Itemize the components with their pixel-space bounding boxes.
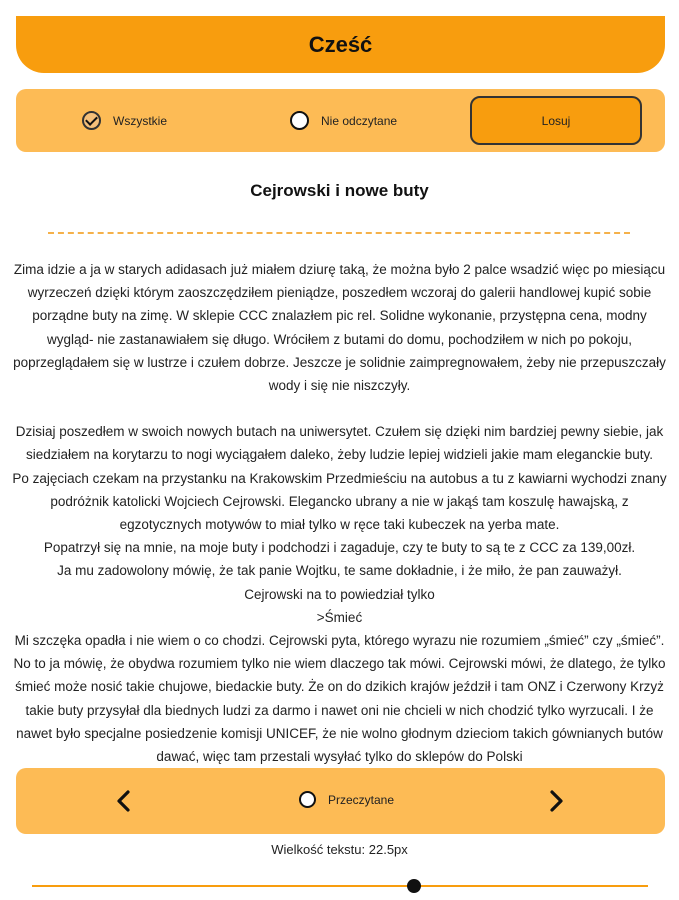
filter-bar (16, 89, 665, 152)
dashed-divider (48, 232, 630, 234)
slider-track (32, 885, 648, 887)
story-paragraph: Mi szczęka opadła i nie wiem o co chodzi. Cejrowski pyta, którego wyrazu nie rozumiem „śmieć” czy „śmieć”. No to ja mówię, że obydwa rozumiem tylko nie wiem dlaczego tak mówi. Cejrowski mówi, że dlatego, że tylko śmieć może nosić takie chujowe, biedackie buty. Że on do dzikich krajów jeździł i tam ONZ i Czerwony Krzyż takie buty przysyłał dla biednych ludzi za darmo i nawet oni nie chcieli w nich chodzić tylko wyrzucali. I że nawet było specjalne posiedzenie komisji UNICEF, że nie wolno głodnym dzieciom takich gównianych butów dawać, więc tam przestali wysyłać tylko do sklepów do Polski (13, 633, 666, 765)
story-paragraph: Popatrzył się na mnie, na moje buty i podchodzi i zagaduje, czy te buty to są te z CCC za 139,00zł. (43, 540, 636, 556)
read-toggle-label: Przeczytane (328, 792, 395, 807)
slider-thumb[interactable] (407, 879, 421, 893)
filter-unread-option[interactable] (290, 89, 397, 152)
story-paragraph: Ja mu zadowolony mówię, że tak panie Wojtku, te same dokładnie, i że miło, że pan zauważył. (57, 563, 622, 579)
story-paragraph: Dzisiaj poszedłem w swoich nowych butach na uniwersytet. Czułem się dzięki nim bardziej pewny siebie, jak siedziałem na korytarzu to nogi wyciągałem daleko, żeby ludzie lepiej widzieli jakie mam eleganckie buty. (15, 424, 664, 463)
read-toggle-option[interactable] (299, 768, 394, 831)
page-title: Cześć (308, 31, 373, 57)
story-title: Cejrowski i nowe buty (250, 181, 429, 200)
bottom-bar (16, 768, 665, 834)
filter-unread-label: Nie odczytane (321, 113, 398, 128)
story-paragraph: Cejrowski na to powiedział tylko (244, 586, 435, 602)
story-paragraph: >Śmieć (316, 609, 363, 625)
text-size-label: Wielkość tekstu: 22.5px (271, 842, 408, 857)
filter-all-option[interactable] (82, 89, 167, 152)
random-button[interactable]: Losuj (470, 96, 642, 145)
filter-all-label: Wszystkie (113, 113, 167, 128)
story-paragraph: Po zajęciach czekam na przystanku na Krakowskim Przedmieściu na autobus a tu z kawiarni wychodzi znany podróżnik katolicki Wojciech Cejrowski. Elegancko ubrany a nie w jakąś tam koszulę hawajską, z egzotycznych motywów to miał tylko w ręce taki kubeczek na yerba mate. (12, 470, 667, 533)
prev-story-button[interactable] (104, 768, 144, 834)
chevron-right-icon (547, 790, 565, 812)
text-size-slider[interactable] (32, 876, 648, 896)
app-header (16, 16, 665, 73)
chevron-left-icon (115, 790, 133, 812)
story-body[interactable] (12, 258, 667, 765)
next-story-button[interactable] (536, 768, 576, 834)
story-paragraph: Zima idzie a ja w starych adidasach już miałem dziurę taką, że można było 2 palce wsadzić więc po miesiącu wyrzeczeń dzięki którym zaoszczędziłem pieniądze, poszedłem wczoraj do galerii handlowej kupić sobie porządne buty na zimę. W sklepie CCC znalazłem pic rel. Solidne wykonanie, przystępna cena, modny wygląd- nie zastanawiałem się długo. Wróciłem z butami do domu, pochodziłem w nich po pokoju, poprzeglądałem się w lustrze i czułem dobrze. Jeszcze je solidnie zaimpregnowałem, żeby nie przepuszczały wody i się nie niszczyły. (13, 262, 666, 394)
radio-unchecked-icon[interactable] (290, 111, 309, 130)
radio-unchecked-icon[interactable] (299, 791, 316, 808)
radio-checked-icon[interactable] (82, 111, 101, 130)
